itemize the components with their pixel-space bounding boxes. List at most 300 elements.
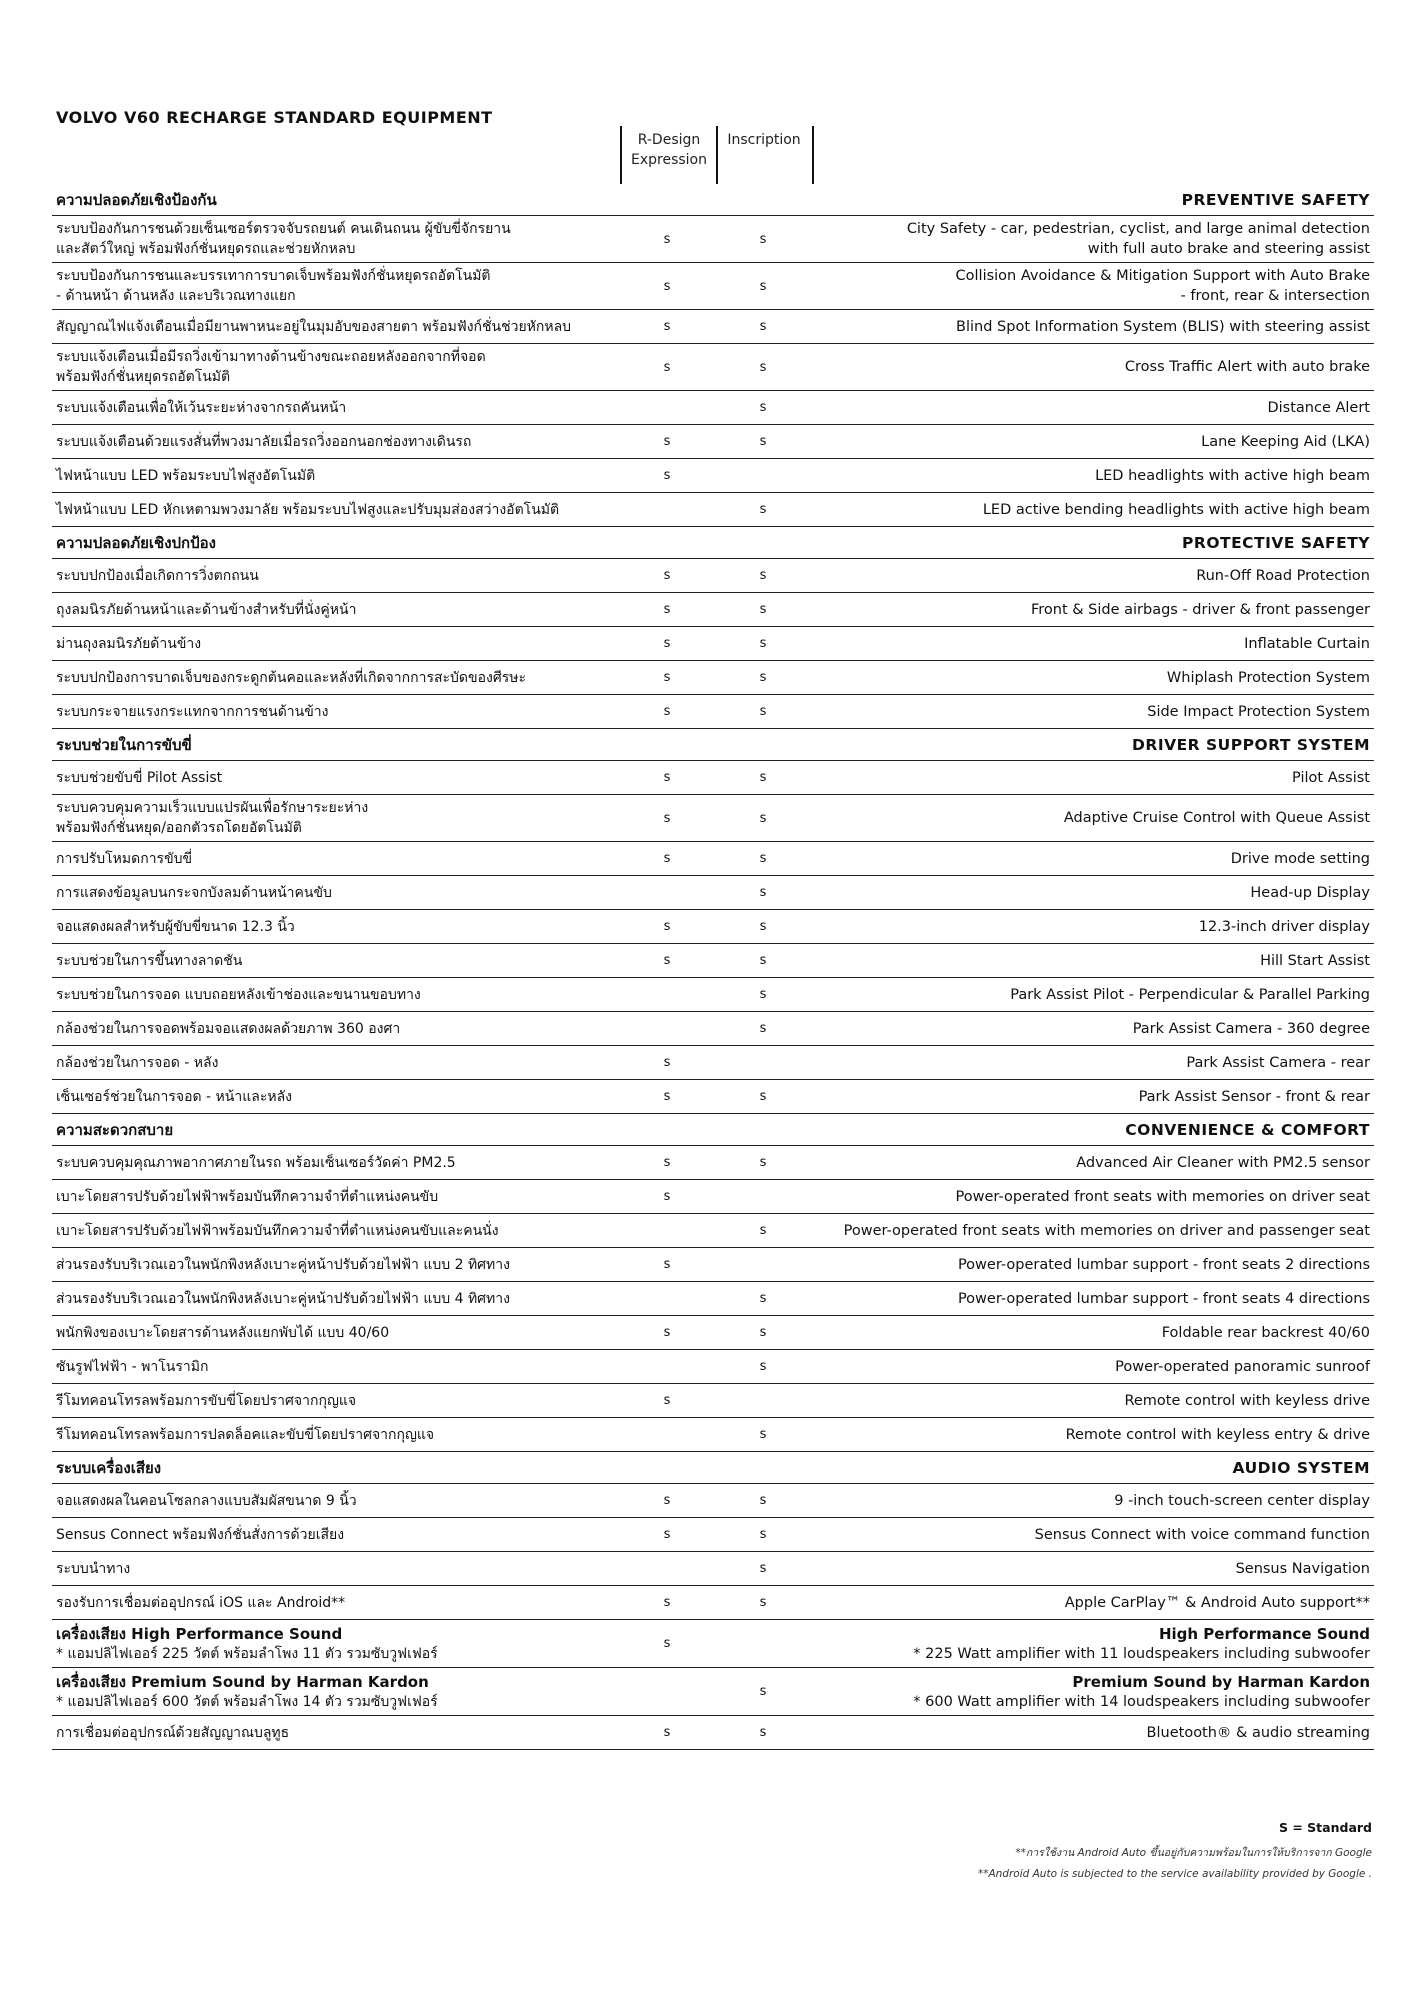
feature-english-text (1196, 566, 1370, 586)
feature-thai-line: ส่วนรองรับบริเวณเอวในพนักพิงหลังเบาะคู่หน้าปรับด้วยไฟฟ้า แบบ 2 ทิศทาง (56, 1256, 510, 1273)
mark-inscription: s (759, 1561, 767, 1576)
mark-inscription: s (759, 851, 767, 866)
feature-english-line: Cross Traffic Alert with auto brake (1124, 359, 1370, 375)
feature-thai-text (56, 566, 259, 586)
table-row (52, 1180, 1374, 1214)
feature-english (956, 263, 1370, 309)
mark-r-design: s (663, 1636, 671, 1651)
feature-thai (56, 627, 201, 660)
feature-thai-text (56, 1053, 218, 1073)
feature-thai-line: ม่านถุงลมนิรภัยด้านข้าง (56, 635, 202, 652)
feature-english-text (913, 1672, 1370, 1712)
feature-english-line: with full auto brake and steering assist (1087, 241, 1370, 257)
footnote-english: **Android Auto is subjected to the service availability provided by Google . (977, 1868, 1372, 1880)
feature-english (1292, 761, 1370, 794)
feature-english-text (907, 219, 1370, 259)
equipment-table (52, 184, 1374, 1750)
feature-english-text (958, 1289, 1370, 1309)
feature-thai-line: ระบบควบคุมคุณภาพอากาศภายในรถ พร้อมเซ็นเซอร์วัดค่า PM2.5 (56, 1154, 456, 1171)
feature-thai-text (56, 1559, 130, 1579)
section-title-english: DRIVER SUPPORT SYSTEM (1132, 735, 1370, 754)
feature-thai-text (56, 317, 571, 337)
feature-english-text (1292, 768, 1370, 788)
feature-thai-text (56, 849, 192, 869)
feature-thai-line: ระบบนำทาง (56, 1560, 131, 1577)
feature-thai-text (56, 347, 486, 387)
mark-inscription: s (759, 987, 767, 1002)
section-title-english: AUDIO SYSTEM (1232, 1458, 1370, 1477)
mark-r-design: s (663, 359, 671, 375)
table-row (52, 1418, 1374, 1452)
feature-thai-line: พร้อมฟังก์ชั่นหยุดรถอัตโนมัติ (56, 369, 231, 385)
mark-inscription: s (759, 1527, 767, 1542)
feature-english (1095, 459, 1370, 492)
mark-r-design (652, 978, 682, 1011)
feature-thai-line: ระบบป้องกันการชนด้วยเซ็นเซอร์ตรวจจับรถยนต์ คนเดินถนน ผู้ขับขี่จักรยาน (56, 221, 511, 237)
feature-thai-line: รองรับการเชื่อมต่ออุปกรณ์ iOS และ Android** (56, 1594, 346, 1611)
mark-r-design (652, 1350, 682, 1383)
feature-english (1199, 910, 1370, 943)
table-row (52, 1046, 1374, 1080)
table-row (52, 795, 1374, 842)
feature-thai (56, 661, 526, 694)
feature-english-text (1231, 849, 1370, 869)
feature-english (1260, 944, 1370, 977)
feature-thai-line: * แอมปลิไฟเออร์ 225 วัตต์ พร้อมลำโพง 11 ตัว รวมซับวูฟเฟอร์ (56, 1645, 438, 1662)
table-row (52, 1350, 1374, 1384)
section-title-thai: ความปลอดภัยเชิงป้องกัน (56, 190, 217, 209)
feature-english-line: Advanced Air Cleaner with PM2.5 sensor (1076, 1154, 1370, 1171)
mark-inscription (748, 1180, 778, 1213)
feature-thai (56, 1716, 289, 1749)
feature-english-line: Lane Keeping Aid (LKA) (1201, 433, 1370, 450)
feature-thai (56, 1180, 438, 1213)
mark-r-design: s (663, 704, 671, 719)
mark-r-design (652, 493, 682, 526)
feature-thai-text (56, 500, 559, 520)
feature-english (1201, 425, 1370, 458)
feature-thai-text (56, 1672, 438, 1712)
feature-thai (56, 1586, 345, 1619)
feature-thai-text (56, 768, 222, 788)
feature-english-text (958, 1255, 1370, 1275)
feature-english (958, 1248, 1370, 1281)
feature-thai-text (56, 1323, 389, 1343)
feature-english-text (956, 266, 1370, 306)
mark-inscription: s (759, 1595, 767, 1610)
feature-thai-line: ระบบปกป้องเมื่อเกิดการวิ่งตกถนน (56, 567, 259, 584)
table-row (52, 559, 1374, 593)
feature-thai-line: ระบบปกป้องการบาดเจ็บของกระดูกต้นคอและหลังที่เกิดจากการสะบัดของศีรษะ (56, 669, 526, 686)
table-row (52, 344, 1374, 391)
feature-thai-line: การแสดงข้อมูลบนกระจกบังลมด้านหน้าคนขับ (56, 884, 332, 901)
feature-english-text (1076, 1153, 1370, 1173)
feature-english-line: Power-operated front seats with memories on driver and passenger seat (843, 1222, 1370, 1239)
feature-english-line: 12.3-inch driver display (1198, 918, 1370, 935)
feature-english (1267, 391, 1370, 424)
feature-english-line: Pilot Assist (1292, 769, 1370, 786)
feature-english-line: Park Assist Camera - rear (1186, 1054, 1370, 1071)
feature-english-line: * 225 Watt amplifier with 11 loudspeakers including subwoofer (913, 1645, 1370, 1662)
table-row (52, 1316, 1374, 1350)
feature-english-line: Head-up Display (1250, 884, 1370, 901)
feature-thai-line: ระบบป้องกันการชนและบรรเทาการบาดเจ็บพร้อมฟังก์ชั่นหยุดรถอัตโนมัติ (56, 268, 491, 284)
feature-english-text (1250, 883, 1370, 903)
feature-thai (56, 1484, 357, 1517)
mark-inscription: s (759, 810, 767, 826)
section-title-english: PREVENTIVE SAFETY (1181, 190, 1370, 209)
section-header-row (52, 729, 1374, 761)
table-row (52, 1484, 1374, 1518)
feature-thai (56, 1418, 434, 1451)
mark-r-design: s (663, 602, 671, 617)
feature-thai (56, 1214, 499, 1247)
feature-english-line: Park Assist Pilot - Perpendicular & Parallel Parking (1010, 986, 1370, 1003)
feature-thai-text (56, 1221, 499, 1241)
column-header-inscription (716, 126, 814, 184)
mark-inscription: s (759, 278, 767, 294)
section-title-english: CONVENIENCE & COMFORT (1125, 1120, 1370, 1139)
feature-english (958, 1282, 1370, 1315)
feature-thai (56, 842, 192, 875)
mark-r-design (652, 1012, 682, 1045)
mark-inscription: s (759, 885, 767, 900)
feature-thai-text (56, 1019, 400, 1039)
feature-english (956, 310, 1370, 343)
feature-english-line: Power-operated panoramic sunroof (1115, 1358, 1370, 1375)
feature-thai-line: เบาะโดยสารปรับด้วยไฟฟ้าพร้อมบันทึกความจำที่ตำแหน่งคนขับและคนนั่ง (56, 1222, 499, 1239)
feature-thai (56, 1080, 292, 1113)
feature-english-line: Whiplash Protection System (1166, 669, 1370, 686)
mark-r-design (652, 876, 682, 909)
feature-english-text (1031, 600, 1370, 620)
mark-inscription: s (759, 1223, 767, 1238)
feature-english-line: Premium Sound by Harman Kardon (1072, 1672, 1370, 1691)
feature-english-line: Distance Alert (1267, 399, 1370, 416)
feature-english-line: Bluetooth® & audio streaming (1146, 1724, 1370, 1741)
feature-english (1035, 1518, 1370, 1551)
feature-english (1139, 1080, 1370, 1113)
mark-r-design: s (663, 919, 671, 934)
feature-english-line: Power-operated lumbar support - front seats 2 directions (957, 1256, 1370, 1273)
feature-thai-line: ถุงลมนิรภัยด้านหน้าและด้านข้างสำหรับที่นั่งคู่หน้า (56, 601, 357, 618)
feature-english-text (1115, 1357, 1370, 1377)
mark-r-design: s (663, 770, 671, 785)
feature-english-line: Power-operated front seats with memories on driver seat (955, 1188, 1370, 1205)
mark-inscription: s (759, 400, 767, 415)
feature-thai-line: พร้อมฟังก์ชั่นหยุด/ออกตัวรถโดยอัตโนมัติ (56, 820, 302, 836)
feature-english-line: Blind Spot Information System (BLIS) with steering assist (956, 318, 1370, 335)
feature-thai (56, 216, 511, 262)
mark-inscription (748, 1384, 778, 1417)
feature-english-line: City Safety - car, pedestrian, cyclist, and large animal detection (906, 221, 1370, 237)
mark-inscription: s (759, 1725, 767, 1740)
mark-inscription: s (759, 1684, 767, 1699)
feature-english-text (1162, 1323, 1370, 1343)
feature-thai (56, 1046, 218, 1079)
feature-thai-line: ระบบแจ้งเตือนเมื่อมีรถวิ่งเข้ามาทางด้านข้างขณะถอยหลังออกจากที่จอด (56, 349, 486, 365)
table-row (52, 1716, 1374, 1750)
table-row (52, 310, 1374, 344)
feature-english-text (956, 1187, 1370, 1207)
mark-inscription: s (759, 1155, 767, 1170)
feature-english-line: Collision Avoidance & Mitigation Support with Auto Brake (955, 268, 1370, 284)
section-header-row (52, 1452, 1374, 1484)
feature-english-text (1147, 702, 1370, 722)
mark-inscription: s (759, 319, 767, 334)
feature-english-line: Side Impact Protection System (1147, 703, 1370, 720)
feature-english (1250, 876, 1370, 909)
feature-english-text (983, 500, 1370, 520)
table-row (52, 216, 1374, 263)
mark-r-design: s (663, 568, 671, 583)
mark-r-design (652, 1214, 682, 1247)
feature-english-text (1133, 1019, 1370, 1039)
feature-thai (56, 310, 571, 343)
table-row (52, 493, 1374, 527)
mark-inscription: s (759, 359, 767, 375)
table-row (52, 1586, 1374, 1620)
feature-thai-text (56, 1255, 510, 1275)
feature-thai-text (56, 634, 201, 654)
feature-english (844, 1214, 1370, 1247)
mark-r-design (652, 391, 682, 424)
feature-thai (56, 910, 295, 943)
table-row (52, 425, 1374, 459)
feature-thai-text (56, 1491, 357, 1511)
feature-thai-text (56, 1391, 356, 1411)
feature-thai-text (56, 1153, 456, 1173)
feature-english-line: Foldable rear backrest 40/60 (1161, 1324, 1370, 1341)
feature-english-line: Hill Start Assist (1260, 952, 1370, 969)
feature-english (1147, 1716, 1370, 1749)
feature-english-text (1199, 917, 1370, 937)
feature-english-text (844, 1221, 1370, 1241)
feature-thai-line: เบาะโดยสารปรับด้วยไฟฟ้าพร้อมบันทึกความจำที่ตำแหน่งคนขับ (56, 1188, 439, 1205)
mark-r-design: s (663, 1527, 671, 1542)
table-row (52, 1214, 1374, 1248)
section-header-row (52, 184, 1374, 216)
feature-thai-text (56, 1187, 438, 1207)
feature-thai (56, 1248, 510, 1281)
mark-r-design: s (663, 636, 671, 651)
table-row (52, 978, 1374, 1012)
feature-thai-line: ระบบกระจายแรงกระแทกจากการชนด้านข้าง (56, 703, 329, 720)
table-row (52, 944, 1374, 978)
feature-thai-line: การปรับโหมดการขับขี่ (56, 850, 193, 867)
mark-r-design: s (663, 1089, 671, 1104)
table-row (52, 627, 1374, 661)
feature-english (913, 1668, 1370, 1715)
feature-thai-line: ระบบแจ้งเตือนเพื่อให้เว้นระยะห่างจากรถคันหน้า (56, 399, 347, 416)
legend: S = Standard (1279, 1820, 1372, 1835)
feature-thai-text (56, 668, 526, 688)
mark-inscription: s (759, 1291, 767, 1306)
feature-thai (56, 559, 259, 592)
mark-inscription: s (759, 636, 767, 651)
feature-thai (56, 459, 315, 492)
feature-thai (56, 1012, 400, 1045)
mark-inscription (748, 1248, 778, 1281)
feature-thai (56, 978, 421, 1011)
feature-english (1065, 1586, 1370, 1619)
feature-english-line: * 600 Watt amplifier with 14 loudspeakers including subwoofer (913, 1693, 1370, 1710)
feature-thai-text (56, 219, 511, 259)
feature-thai (56, 795, 368, 841)
section-title-thai: ความสะดวกสบาย (56, 1120, 174, 1139)
feature-thai-line: ระบบแจ้งเตือนด้วยแรงสั่นที่พวงมาลัยเมื่อรถวิ่งออกนอกช่องทางเดินรถ (56, 433, 472, 450)
table-row (52, 1248, 1374, 1282)
feature-english (1244, 627, 1370, 660)
column-header-line: Inscription (727, 132, 801, 148)
feature-english (1115, 1350, 1370, 1383)
mark-r-design: s (663, 1055, 671, 1070)
feature-english (1114, 1484, 1370, 1517)
table-row (52, 842, 1374, 876)
feature-english (1031, 593, 1370, 626)
feature-english-text (1147, 1723, 1370, 1743)
mark-inscription: s (759, 602, 767, 617)
feature-thai-line: จอแสดงผลในคอนโซลกลางแบบสัมผัสขนาด 9 นิ้ว (56, 1492, 357, 1509)
mark-r-design: s (663, 231, 671, 247)
feature-english-line: Park Assist Sensor - front & rear (1138, 1088, 1370, 1105)
feature-english (1133, 1012, 1370, 1045)
mark-inscription: s (759, 434, 767, 449)
mark-inscription: s (759, 919, 767, 934)
mark-r-design: s (663, 810, 671, 826)
feature-thai-text (56, 951, 242, 971)
feature-english-line: Park Assist Camera - 360 degree (1132, 1020, 1370, 1037)
section-title-thai: ระบบช่วยในการขับขี่ (56, 735, 192, 754)
table-row (52, 1080, 1374, 1114)
feature-thai (56, 1620, 438, 1667)
mark-r-design: s (663, 1189, 671, 1204)
feature-thai (56, 391, 346, 424)
table-row (52, 695, 1374, 729)
column-header-line: Expression (631, 152, 707, 168)
feature-english-text (1125, 357, 1370, 377)
feature-thai-line: จอแสดงผลสำหรับผู้ขับขี่ขนาด 12.3 นิ้ว (56, 918, 295, 935)
feature-english-line: 9 -inch touch-screen center display (1114, 1492, 1370, 1509)
feature-thai-line: ซันรูฟไฟฟ้า - พาโนรามิก (56, 1358, 209, 1375)
feature-thai-text (56, 432, 471, 452)
feature-english (1167, 661, 1370, 694)
feature-thai (56, 344, 486, 390)
mark-r-design: s (663, 278, 671, 294)
feature-english-text (913, 1624, 1370, 1664)
feature-thai-line: ระบบช่วยในการขึ้นทางลาดชัน (56, 952, 243, 969)
table-row (52, 459, 1374, 493)
feature-english-line: Drive mode setting (1230, 850, 1370, 867)
feature-english-text (1186, 1053, 1370, 1073)
feature-thai (56, 593, 356, 626)
feature-thai (56, 1384, 356, 1417)
feature-thai-text (56, 1357, 208, 1377)
feature-english (1076, 1146, 1370, 1179)
section-header-row (52, 527, 1374, 559)
feature-english-line: Remote control with keyless drive (1124, 1392, 1370, 1409)
feature-thai-line: เซ็นเซอร์ช่วยในการจอด - หน้าและหลัง (56, 1088, 292, 1105)
mark-r-design: s (663, 1257, 671, 1272)
feature-thai-text (56, 702, 328, 722)
feature-english (1124, 1384, 1370, 1417)
feature-english (1186, 1046, 1370, 1079)
document-title: VOLVO V60 RECHARGE STANDARD EQUIPMENT (56, 108, 493, 127)
mark-inscription: s (759, 1089, 767, 1104)
feature-english-text (1236, 1559, 1370, 1579)
feature-thai-line: ระบบควบคุมความเร็วแบบแปรผันเพื่อรักษาระยะห่าง (56, 800, 369, 816)
feature-english-text (1066, 1425, 1370, 1445)
mark-inscription: s (759, 1427, 767, 1442)
feature-english-text (1065, 1593, 1370, 1613)
feature-thai-text (56, 398, 346, 418)
feature-thai-line: ไฟหน้าแบบ LED พร้อมระบบไฟสูงอัตโนมัติ (56, 467, 316, 484)
feature-thai (56, 944, 242, 977)
feature-thai-line: กล้องช่วยในการจอดพร้อมจอแสดงผลด้วยภาพ 360 องศา (56, 1020, 401, 1037)
mark-inscription: s (759, 231, 767, 247)
feature-thai (56, 1146, 456, 1179)
feature-english (1010, 978, 1370, 1011)
feature-thai (56, 1316, 389, 1349)
column-header-r-design (620, 126, 718, 184)
feature-thai (56, 1668, 438, 1715)
feature-english-line: Power-operated lumbar support - front seats 4 directions (957, 1290, 1370, 1307)
mark-r-design: s (663, 670, 671, 685)
mark-r-design (652, 1418, 682, 1451)
mark-inscription: s (759, 670, 767, 685)
section-title-thai: ระบบเครื่องเสียง (56, 1458, 162, 1477)
mark-inscription: s (759, 568, 767, 583)
feature-english (1162, 1316, 1370, 1349)
feature-thai-text (56, 1723, 289, 1743)
feature-thai-line: ระบบช่วยในการจอด แบบถอยหลังเข้าช่องและขนานขอบทาง (56, 986, 421, 1003)
mark-r-design: s (663, 468, 671, 483)
mark-r-design (652, 1552, 682, 1585)
mark-r-design: s (663, 851, 671, 866)
feature-thai (56, 1350, 208, 1383)
feature-thai (56, 761, 222, 794)
feature-thai-line: รีโมทคอนโทรลพร้อมการปลดล็อคและขับขี่โดยปราศจากกุญแจ (56, 1426, 435, 1443)
footnote-thai: **การใช้งาน Android Auto ขึ้นอยู่กับความพร้อมในการให้บริการจาก Google (1015, 1847, 1372, 1859)
table-row (52, 1146, 1374, 1180)
table-row (52, 661, 1374, 695)
feature-thai-text (56, 266, 491, 306)
feature-english-text (1167, 668, 1370, 688)
feature-thai-text (56, 1289, 510, 1309)
mark-r-design: s (663, 319, 671, 334)
feature-english-line: High Performance Sound (1158, 1624, 1370, 1643)
mark-inscription: s (759, 953, 767, 968)
section-header-row (52, 1114, 1374, 1146)
feature-thai-line: รีโมทคอนโทรลพร้อมการขับขี่โดยปราศจากกุญแจ (56, 1392, 357, 1409)
table-row (52, 761, 1374, 795)
feature-thai-line: ไฟหน้าแบบ LED หักเหตามพวงมาลัย พร้อมระบบไฟสูงและปรับมุมส่องสว่างอัตโนมัติ (56, 501, 560, 518)
feature-english-text (1064, 808, 1370, 828)
mark-inscription: s (759, 1359, 767, 1374)
feature-thai-line: Sensus Connect พร้อมฟังก์ชั่นสั่งการด้วยเสียง (56, 1526, 345, 1543)
mark-r-design: s (663, 1325, 671, 1340)
feature-thai (56, 425, 471, 458)
feature-thai (56, 1552, 130, 1585)
feature-thai (56, 493, 559, 526)
mark-r-design: s (663, 1725, 671, 1740)
feature-english (1125, 344, 1370, 390)
mark-r-design (652, 1282, 682, 1315)
table-row (52, 1384, 1374, 1418)
table-row (52, 593, 1374, 627)
feature-thai-line: เครื่องเสียง High Performance Sound (56, 1624, 343, 1643)
feature-thai (56, 876, 332, 909)
